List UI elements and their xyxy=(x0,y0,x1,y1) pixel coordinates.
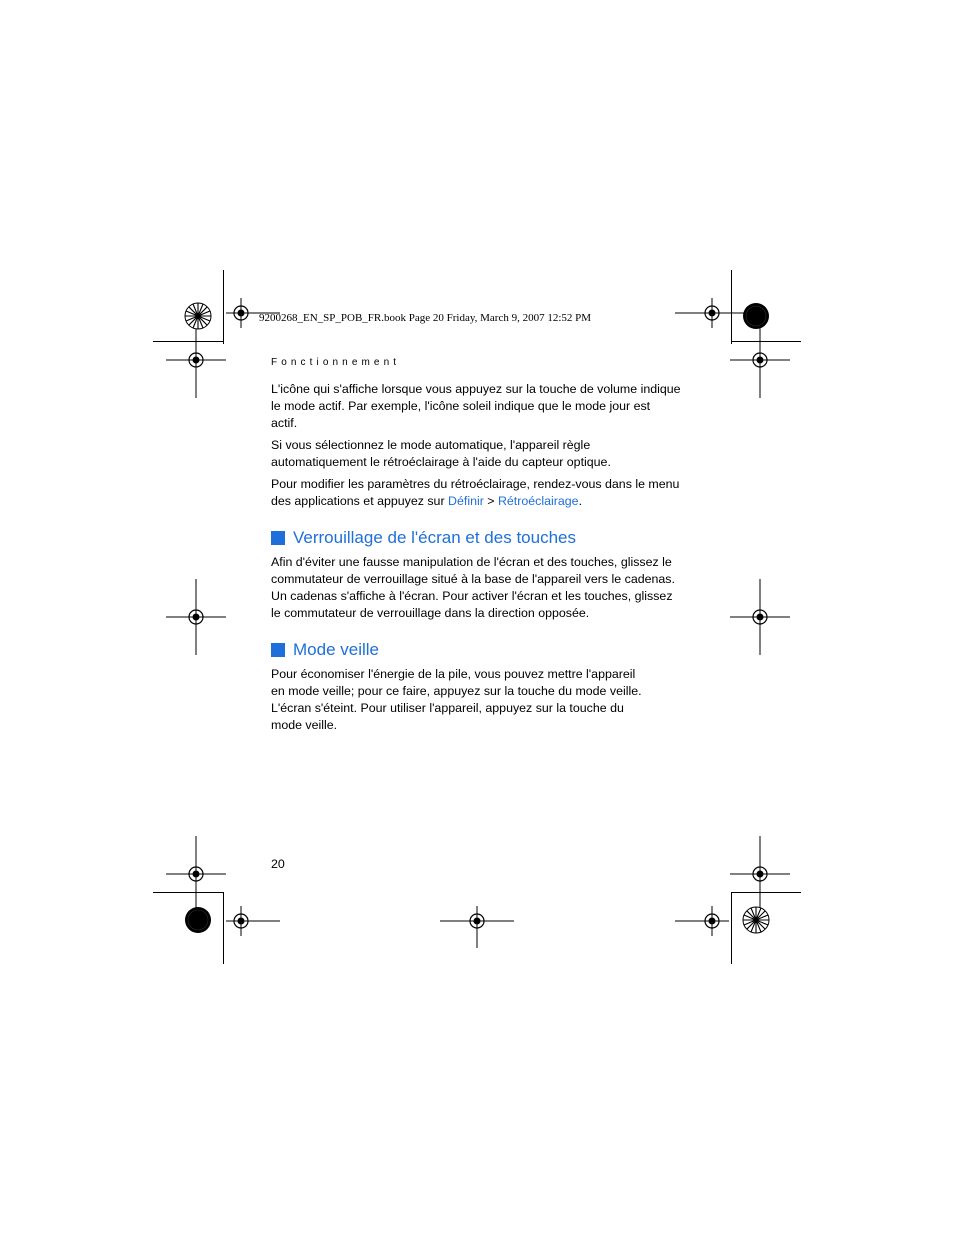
menu-path-retroeclairage-link[interactable]: Rétroéclairage xyxy=(497,494,579,508)
starburst-mark-icon xyxy=(742,906,770,934)
text-line: Afin d'éviter une fausse manipulation de l'écran et des touches, glissez le xyxy=(271,555,672,569)
registration-mark-icon xyxy=(730,836,790,912)
book-header-slug: 9200268_EN_SP_POB_FR.book Page 20 Friday, March 9, 2007 12:52 PM xyxy=(259,312,592,324)
registration-mark-icon xyxy=(166,579,226,655)
page-number: 20 xyxy=(271,857,285,871)
text-line: commutateur de verrouillage situé à la base de l'appareil vers le cadenas. xyxy=(271,572,675,586)
section-heading-lock xyxy=(271,528,576,548)
path-separator: > xyxy=(483,494,498,508)
starburst-mark-icon xyxy=(184,302,212,330)
section-sleep-paragraph xyxy=(271,666,681,734)
text-line: Si vous sélectionnez le mode automatique, l'appareil règle xyxy=(271,438,591,452)
text-line: L'icône qui s'affiche lorsque vous appuyez sur la touche de volume indique xyxy=(271,382,681,396)
intro-paragraph-2 xyxy=(271,437,681,471)
solid-circle-mark-icon xyxy=(184,906,212,934)
section-heading-text: Mode veille xyxy=(293,640,379,659)
text-line: Un cadenas s'affiche à l'écran. Pour activer l'écran et les touches, glissez xyxy=(271,589,673,603)
heading-square-icon xyxy=(271,531,285,545)
solid-circle-mark-icon xyxy=(742,302,770,330)
menu-path-definir-link[interactable]: Définir xyxy=(448,494,484,508)
registration-mark-icon xyxy=(440,906,514,948)
registration-mark-icon xyxy=(226,906,280,936)
registration-mark-icon xyxy=(166,322,226,398)
registration-mark-icon xyxy=(166,836,226,912)
text-line: Pour économiser l'énergie de la pile, vous pouvez mettre l'appareil xyxy=(271,667,636,681)
registration-mark-icon xyxy=(730,579,790,655)
text-line xyxy=(271,493,681,510)
text-line: Pour modifier les paramètres du rétroéclairage, rendez-vous dans le menu xyxy=(271,477,680,491)
intro-paragraph-3 xyxy=(271,476,681,510)
text-line: actif. xyxy=(271,416,298,430)
section-heading-text: Verrouillage de l'écran et des touches xyxy=(293,528,576,547)
text-line: automatiquement le rétroéclairage à l'aide du capteur optique. xyxy=(271,455,611,469)
text-span: . xyxy=(578,494,583,508)
chapter-running-head: Fonctionnement xyxy=(271,357,401,368)
registration-mark-icon xyxy=(730,322,790,398)
section-lock-paragraph xyxy=(271,554,681,622)
text-line: mode veille. xyxy=(271,718,338,732)
section-heading-sleep xyxy=(271,640,379,660)
text-span: des applications et appuyez sur xyxy=(271,494,449,508)
heading-square-icon xyxy=(271,643,285,657)
registration-mark-icon xyxy=(675,906,729,936)
text-line: L'écran s'éteint. Pour utiliser l'appareil, appuyez sur la touche du xyxy=(271,701,624,715)
text-line: le commutateur de verrouillage dans la direction opposée. xyxy=(271,606,590,620)
intro-paragraph-1 xyxy=(271,381,681,432)
text-line: le mode actif. Par exemple, l'icône soleil indique que le mode jour est xyxy=(271,399,651,413)
text-line: en mode veille; pour ce faire, appuyez sur la touche du mode veille. xyxy=(271,684,642,698)
